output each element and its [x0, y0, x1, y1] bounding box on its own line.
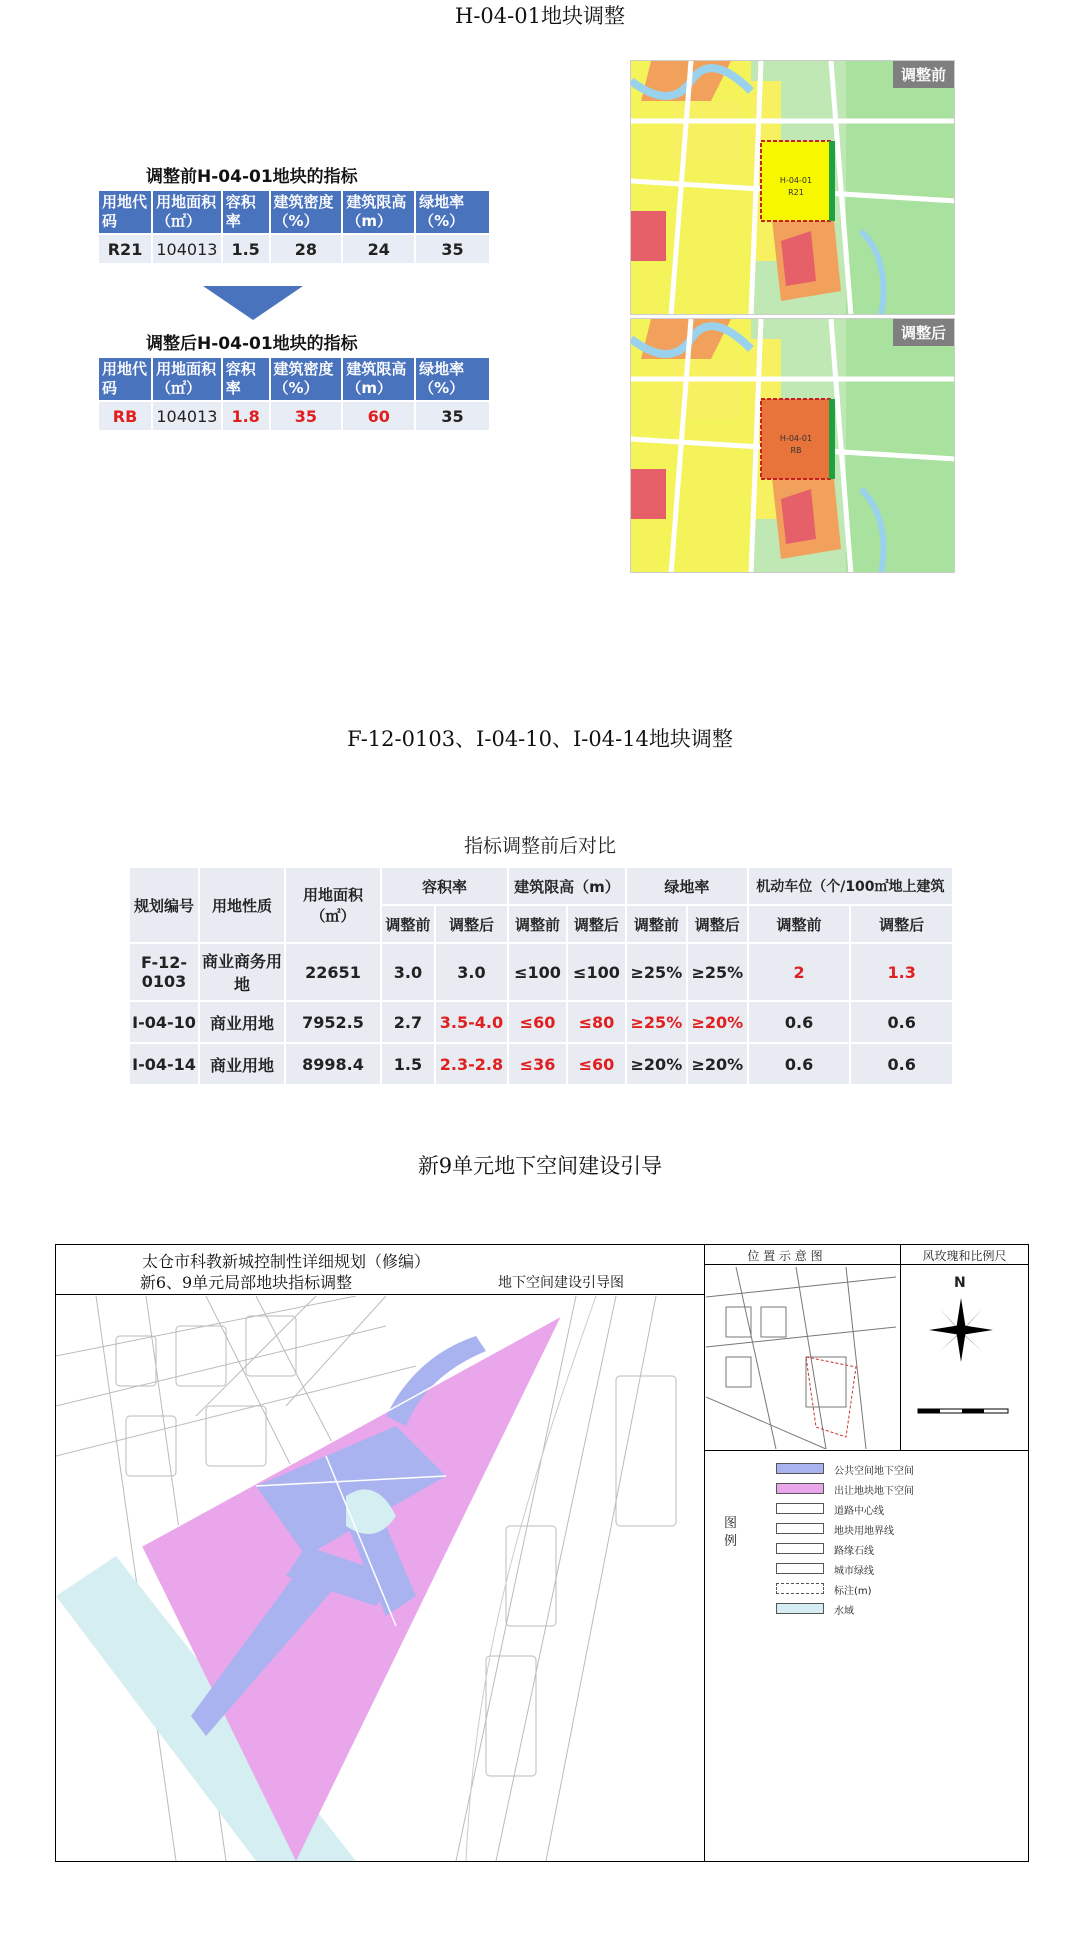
- cell: ≤36: [508, 1043, 567, 1085]
- cell: ≤60: [508, 1001, 567, 1043]
- legend-item: 水域: [834, 1606, 854, 1617]
- th-height: 建筑限高（m）: [508, 867, 626, 905]
- wind-title: 风玫瑰和比例尺: [922, 1249, 1007, 1263]
- cell: 商业商务用地: [199, 943, 285, 1001]
- th-height: 建筑限高（m）: [342, 357, 415, 401]
- cell: 商业用地: [199, 1043, 285, 1085]
- table-header-row: [98, 357, 490, 401]
- th-far: 容积率: [222, 190, 270, 234]
- th-after: 调整后: [850, 905, 953, 943]
- cell: I-04-10: [129, 1001, 199, 1043]
- table-header-row: [98, 190, 490, 234]
- comparison-table: [128, 866, 954, 1086]
- section2-title: F-12-0103、I-04-10、I-04-14地块调整: [347, 727, 733, 751]
- th-after: 调整后: [687, 905, 748, 943]
- legend-title: 图例: [724, 1516, 738, 1549]
- cell: ≥20%: [626, 1043, 687, 1085]
- after-index-table: [97, 356, 491, 432]
- legend-item: 道路中心线: [834, 1506, 884, 1517]
- map-before-code: R21: [788, 188, 804, 197]
- cell: 2: [748, 943, 851, 1001]
- cell: 3.0: [381, 943, 435, 1001]
- th-code: 规划编号: [129, 867, 199, 943]
- map-before: [630, 60, 955, 315]
- underground-plan-map: [56, 1296, 704, 1861]
- legend-item: 公共空间地下空间: [834, 1466, 914, 1477]
- th-green: 绿地率（%）: [415, 190, 490, 234]
- cell: 2.3-2.8: [435, 1043, 508, 1085]
- legend-swatch-green-line: [776, 1563, 824, 1574]
- th-density: 建筑密度（%）: [270, 357, 343, 401]
- comparison-caption: 指标调整前后对比: [463, 835, 616, 857]
- cell: 0.6: [850, 1043, 953, 1085]
- cell: 商业用地: [199, 1001, 285, 1043]
- cell: ≥25%: [687, 943, 748, 1001]
- legend-swatch-curb: [776, 1543, 824, 1554]
- table-row: [98, 234, 490, 264]
- cell: ≥20%: [687, 1001, 748, 1043]
- location-map: [706, 1267, 898, 1449]
- cell: RB: [98, 401, 152, 431]
- th-code: 用地代码: [98, 190, 152, 234]
- cell: 35: [415, 234, 490, 264]
- map-after: [630, 318, 955, 573]
- cell: I-04-14: [129, 1043, 199, 1085]
- th-code: 用地代码: [98, 357, 152, 401]
- th-after: 调整后: [567, 905, 626, 943]
- th-before: 调整前: [626, 905, 687, 943]
- plan-title-2: 新6、9单元局部地块指标调整: [139, 1273, 353, 1292]
- legend-item: 标注(m): [834, 1586, 872, 1597]
- cell: 7952.5: [285, 1001, 381, 1043]
- after-caption: 调整后H-04-01地块的指标: [146, 334, 358, 354]
- after-tag: 调整后: [893, 319, 954, 346]
- th-far: 容积率: [222, 357, 270, 401]
- th-nature: 用地性质: [199, 867, 285, 943]
- cell: 3.0: [435, 943, 508, 1001]
- cell: ≥25%: [626, 943, 687, 1001]
- plan-frame: [55, 1244, 1029, 1862]
- cell: 24: [342, 234, 415, 264]
- cell: ≤100: [508, 943, 567, 1001]
- cell: 35: [415, 401, 490, 431]
- th-before: 调整前: [748, 905, 851, 943]
- table-row: [129, 1043, 953, 1085]
- legend-swatch-water: [776, 1603, 824, 1614]
- cell: 2.7: [381, 1001, 435, 1043]
- table-row: [98, 401, 490, 431]
- th-area: 用地面积（㎡）: [285, 867, 381, 943]
- cell: ≥25%: [626, 1001, 687, 1043]
- legend-swatch-road-centerline: [776, 1503, 824, 1514]
- cell: 1.3: [850, 943, 953, 1001]
- th-area: 用地面积（㎡）: [152, 357, 222, 401]
- plan-title-1: 太仓市科教新城控制性详细规划（修编）: [141, 1252, 430, 1271]
- th-before: 调整前: [508, 905, 567, 943]
- cell: 1.5: [222, 234, 270, 264]
- legend-item: 路缘石线: [834, 1546, 874, 1557]
- th-height: 建筑限高（m）: [342, 190, 415, 234]
- cell: 0.6: [748, 1001, 851, 1043]
- cell: 28: [270, 234, 343, 264]
- legend-swatch-plot-boundary: [776, 1523, 824, 1534]
- map-before-label: H-04-01: [779, 176, 813, 185]
- legend-item: 城市绿线: [834, 1566, 874, 1577]
- plan-title-block: [56, 1245, 704, 1295]
- land-use-map-after: [631, 319, 955, 573]
- wind-rose-icon: [926, 1295, 996, 1365]
- th-after: 调整后: [435, 905, 508, 943]
- th-parking: 机动车位（个/100㎡地上建筑: [748, 867, 953, 905]
- cell: 1.8: [222, 401, 270, 431]
- legend-item: 出让地块地下空间: [834, 1486, 914, 1497]
- table-header-row: [129, 867, 953, 905]
- section3-title: 新9单元地下空间建设引导: [417, 1154, 663, 1178]
- cell: F-12-0103: [129, 943, 199, 1001]
- th-far: 容积率: [381, 867, 508, 905]
- th-before: 调整前: [381, 905, 435, 943]
- before-index-table: [97, 189, 491, 265]
- th-green: 绿地率: [626, 867, 748, 905]
- cell: 0.6: [748, 1043, 851, 1085]
- cell: ≤100: [567, 943, 626, 1001]
- land-use-map-before: [631, 61, 955, 315]
- table-row: [129, 943, 953, 1001]
- cell: ≤60: [567, 1043, 626, 1085]
- plan-subtitle: 地下空间建设引导图: [498, 1275, 624, 1291]
- cell: 0.6: [850, 1001, 953, 1043]
- cell: ≥20%: [687, 1043, 748, 1085]
- cell: 22651: [285, 943, 381, 1001]
- map-after-code: RB: [790, 446, 802, 455]
- before-caption: 调整前H-04-01地块的指标: [146, 167, 358, 187]
- table-row: [129, 1001, 953, 1043]
- cell: 60: [342, 401, 415, 431]
- cell: ≤80: [567, 1001, 626, 1043]
- legend-swatch-private: [776, 1483, 824, 1494]
- down-arrow-icon: [203, 286, 303, 320]
- north-label: N: [954, 1275, 966, 1291]
- before-tag: 调整前: [893, 61, 954, 88]
- cell: 3.5-4.0: [435, 1001, 508, 1043]
- cell: 104013: [152, 234, 222, 264]
- cell: 35: [270, 401, 343, 431]
- cell: R21: [98, 234, 152, 264]
- legend-swatch-dimension: [776, 1583, 824, 1594]
- cell: 1.5: [381, 1043, 435, 1085]
- location-title: 位 置 示 意 图: [747, 1249, 823, 1263]
- th-density: 建筑密度（%）: [270, 190, 343, 234]
- legend-swatch-public: [776, 1463, 824, 1474]
- th-area: 用地面积（㎡）: [152, 190, 222, 234]
- legend-item: 地块用地界线: [834, 1526, 894, 1537]
- th-green: 绿地率（%）: [415, 357, 490, 401]
- cell: 8998.4: [285, 1043, 381, 1085]
- map-after-label: H-04-01: [779, 434, 813, 443]
- section1-title: H-04-01地块调整: [455, 4, 625, 28]
- scale-bar-icon: [916, 1405, 1016, 1419]
- cell: 104013: [152, 401, 222, 431]
